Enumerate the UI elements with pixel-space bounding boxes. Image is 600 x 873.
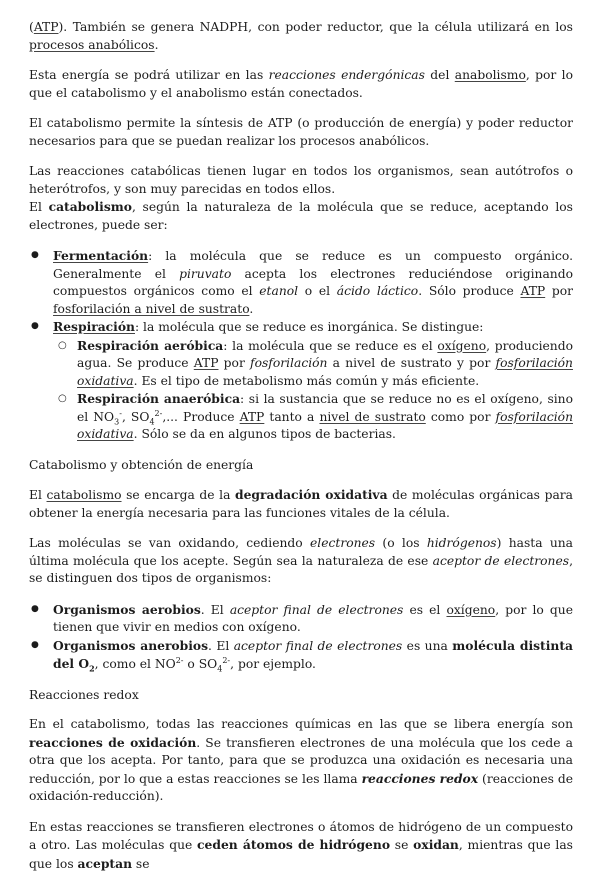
superscript: 2- [155, 408, 163, 417]
list-item-anaerobios [53, 637, 573, 674]
link-oxigeno[interactable]: oxígeno [437, 339, 486, 353]
link-atp[interactable]: ATP [194, 356, 219, 370]
link-atp[interactable]: ATP [34, 20, 59, 34]
text: , según la naturaleza de la molécula que se reduce, aceptando los electrones, puede ser: [29, 200, 573, 232]
text: por [545, 284, 573, 298]
text: El [29, 200, 49, 214]
bold-term: Organismos aerobios [53, 602, 201, 617]
bold-term: catabolismo [49, 199, 132, 214]
bold-italic-term: reacciones redox [362, 771, 479, 786]
text: . Se transfieren electrones de una molécula que los cede a otra que los acepta. Por tanto, para que se produzca una oxidación es necesaria una reducción, por lo que a estas reacciones se les llama [29, 736, 573, 786]
text: , por lo que el catabolismo y el anabolismo están conectados. [29, 68, 573, 100]
emphasis: aceptor final de electrones [230, 603, 404, 617]
link-atp[interactable]: ATP [520, 284, 545, 298]
emphasis: aceptor final de electrones [234, 639, 403, 653]
text: es el [403, 603, 446, 617]
paragraph-degradacion [29, 486, 573, 522]
paragraph-reacciones-catabolicas: Las reacciones catabólicas tienen lugar en todos los organismos, sean autótrofos o heterótrofos, y son muy parecidas en todos ellos. [29, 163, 573, 198]
text: como por [426, 410, 496, 424]
subscript: 4 [149, 417, 154, 426]
bold-term: degradación oxidativa [235, 487, 388, 502]
text: . El [208, 639, 234, 653]
text: . [155, 38, 159, 52]
text: : si la sustancia que se reduce no es el oxígeno, sino el NO [77, 392, 573, 424]
emphasis: hidrógenos [427, 536, 497, 550]
emphasis: piruvato [179, 267, 231, 281]
emphasis: electrones [310, 536, 375, 550]
superscript: 2- [176, 656, 184, 665]
text: , por ejemplo. [230, 657, 316, 671]
section-heading: Reacciones redox [29, 687, 573, 705]
paragraph-reacciones-oxidacion [29, 716, 573, 806]
text: , por lo que tienen que vivir en medios con oxígeno. [53, 603, 573, 635]
list-catabolismo-tipos [29, 247, 573, 444]
text: se [132, 857, 150, 871]
link-fosforilacion-sustrato[interactable]: fosforilación a nivel de sustrato [53, 302, 249, 316]
link-atp[interactable]: ATP [240, 410, 265, 424]
text: se [390, 838, 413, 852]
emphasis: aceptor de electrones [433, 554, 569, 568]
link-anabolismo[interactable]: anabolismo [455, 68, 526, 82]
superscript: - [119, 408, 122, 417]
subscript: 2 [89, 663, 95, 673]
text: , SO [122, 410, 150, 424]
text: ). También se genera NADPH, con poder reductor, que la célula utilizará en los [59, 20, 574, 34]
sublist-respiracion [53, 337, 573, 444]
text: (o los [375, 536, 427, 550]
text: a nivel de sustrato y por [327, 356, 495, 370]
link-fosforilacion-oxidativa[interactable]: fosforilación oxidativa [77, 410, 573, 442]
text: del [425, 68, 455, 82]
text: acepta los electrones reduciéndose originando compuestos orgánicos como el [53, 267, 573, 299]
text: : la molécula que se reduce es el [223, 339, 437, 353]
section-heading: Catabolismo y obtención de energía [29, 457, 573, 475]
text: es una [402, 639, 452, 653]
text: , produciendo agua. Se produce [77, 339, 573, 371]
emphasis: reacciones endergónicas [269, 68, 425, 82]
text: . Es el tipo de metabolismo más común y más eficiente. [134, 374, 479, 388]
list-item-respiracion [53, 318, 573, 444]
subscript: 3 [114, 417, 119, 426]
link-procesos-anabolicos[interactable]: procesos anabólicos [29, 38, 155, 52]
text: En el catabolismo, todas las reacciones químicas en las que se libera energía son [29, 717, 573, 731]
text: El [29, 488, 47, 502]
text: de moléculas orgánicas para obtener la energía necesaria para las funciones vitales de la célula. [29, 488, 573, 520]
text: ,... Produce [162, 410, 239, 424]
text: por [218, 356, 250, 370]
text: , se distinguen dos tipos de organismos: [29, 554, 573, 586]
paragraph-energia [29, 67, 573, 102]
text: tanto a [264, 410, 319, 424]
paragraph-transferencia [29, 819, 573, 873]
list-item-aerobios [53, 601, 573, 637]
link-oxigeno[interactable]: oxígeno [446, 603, 495, 617]
text: . El [201, 603, 230, 617]
text: . Sólo se da en algunos tipos de bacterias. [134, 427, 396, 441]
paragraph-atp-nadph: (ATP). También se genera NADPH, con poder reductor, que la célula utilizará en los procesos anabólicos. [29, 19, 573, 54]
text: (reacciones de oxidación-reducción). [29, 772, 573, 804]
paragraph-oxidacion-moleculas [29, 535, 573, 588]
link-catabolismo[interactable]: catabolismo [47, 488, 122, 502]
link-fosforilacion-oxidativa[interactable]: fosforilación oxidativa [77, 356, 573, 388]
superscript: 2- [222, 656, 230, 665]
list-item-respiracion-aerobica [77, 337, 573, 391]
bold-term: Respiración aeróbica [77, 338, 223, 353]
bold-term: molécula distinta del O [53, 638, 573, 672]
link-respiracion[interactable]: Respiración [53, 319, 135, 334]
list-item-fermentacion [53, 247, 573, 318]
text: . [249, 302, 253, 316]
text: se encarga de la [122, 488, 235, 502]
text: . Sólo produce [418, 284, 520, 298]
list-item-respiracion-anaerobica [77, 390, 573, 444]
paragraph-sintesis-atp: El catabolismo permite la síntesis de ATP (o producción de energía) y poder reductor necesarios para que se puedan realizar los procesos anabólicos. [29, 115, 573, 150]
emphasis: etanol [259, 284, 298, 298]
text: : la molécula que se reduce es un compuesto orgánico. Generalmente el [53, 249, 573, 281]
bold-term: oxidan [413, 837, 459, 852]
text: o SO [184, 657, 218, 671]
text: , mientras que las que los [29, 838, 573, 871]
link-fermentacion[interactable]: Fermentación [53, 248, 148, 263]
text: ) hasta una última molécula que los acepte. Según sea la naturaleza de ese [29, 536, 573, 568]
emphasis: ácido láctico [337, 284, 418, 298]
bold-term: aceptan [78, 856, 132, 871]
link-nivel-sustrato[interactable]: nivel de sustrato [319, 410, 425, 424]
bold-term: ceden átomos de hidrógeno [197, 837, 390, 852]
text: En estas reacciones se transfieren electrones o átomos de hidrógeno de un compuesto a otro. Las moléculas que [29, 820, 573, 853]
text: Las moléculas se van oxidando, cediendo [29, 536, 310, 550]
bold-term: reacciones de oxidación [29, 735, 196, 750]
text: : la molécula que se reduce es inorgánica. Se distingue: [135, 320, 483, 334]
text: , como el NO [95, 657, 176, 671]
text: o el [298, 284, 337, 298]
subscript: 4 [217, 664, 222, 673]
paragraph-catabolismo-tipos [29, 198, 573, 234]
emphasis: fosforilación [250, 356, 327, 370]
list-tipos-organismos [29, 601, 573, 674]
bold-term: Respiración anaeróbica [77, 391, 240, 406]
text: Esta energía se podrá utilizar en las [29, 68, 269, 82]
bold-term: Organismos anerobios [53, 638, 208, 653]
